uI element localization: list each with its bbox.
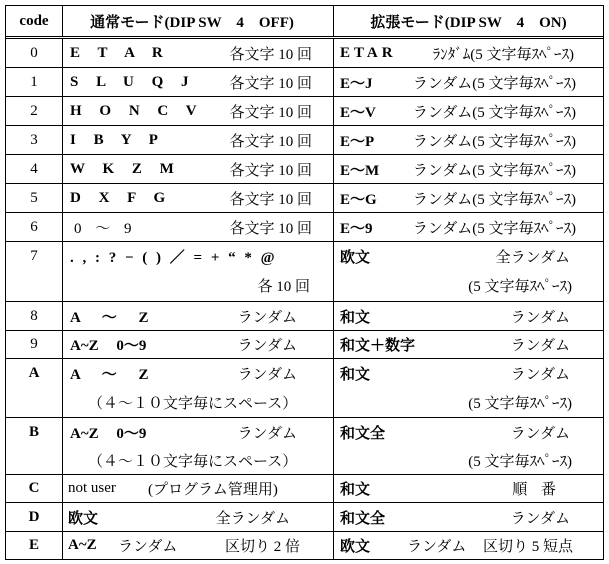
table-row [6,126,603,155]
normal-description: 各文字 10 回 [229,162,312,179]
code-cell [6,68,63,96]
extended-mode-cell [334,184,603,212]
normal-mode-type: ランダム [118,539,178,555]
extended-description: ランダム [510,338,570,354]
code-value: E [28,537,39,553]
normal-mode-cell [63,184,334,212]
normal-pattern: A ～ Z [70,367,149,383]
table-row [6,155,603,184]
extended-pattern: E～J [340,75,373,92]
extended-pattern: ETAR [340,44,397,61]
code-cell [6,242,63,301]
normal-description: 区切り 2 倍 [224,539,300,555]
code-value: 2 [30,102,38,119]
code-value: 3 [30,131,38,148]
code-cell [6,359,63,417]
extended-description: 区切り 5 短点 [482,539,573,555]
extended-pattern: 和文 [340,367,371,383]
normal-pattern: 欧文 [68,510,99,527]
extended-description: 順 番 [512,482,556,498]
normal-description: (プログラム管理用) [148,482,278,498]
normal-pattern: . , : ? − ( ) ／ = + “ * @ [70,250,275,266]
extended-pattern: 欧文 [340,539,371,555]
extended-description: ランダム [510,510,570,527]
normal-description: 各 10 回 [257,279,310,295]
normal-description: 各文字 10 回 [229,133,312,150]
mode-table [5,5,604,560]
normal-pattern: H O N C V [70,102,197,119]
extended-pattern: E～M [340,162,380,179]
extended-pattern: E～9 [340,220,373,237]
code-cell [6,97,63,125]
normal-description: 各文字 10 回 [229,104,312,121]
extended-pattern: E～V [340,104,376,121]
code-value: 4 [30,160,38,177]
extended-pattern: 和文＋数字 [340,338,416,354]
header-normal-mode-cell [63,6,334,36]
extended-mode-cell [334,213,603,241]
normal-description: 各文字 10 回 [229,191,312,208]
extended-description: ランダム [510,426,570,442]
extended-mode-cell [334,359,603,417]
normal-mode-cell [63,302,334,330]
extended-description: ランダム(5 文字毎ｽﾍﾟｰｽ) [412,104,576,121]
code-cell [6,475,63,502]
extended-pattern: 欧文 [340,250,371,266]
code-cell [6,213,63,241]
normal-mode-cell [63,97,334,125]
extended-description: 全ランダム [495,250,570,266]
extended-description: ランダム [510,309,570,326]
code-cell [6,302,63,330]
normal-description: ランダム [237,367,297,383]
table-row [6,184,603,213]
normal-mode-cell [63,155,334,183]
normal-description: ランダム [237,426,297,442]
extended-description: ランダム(5 文字毎ｽﾍﾟｰｽ) [412,75,576,92]
normal-description: ランダム [237,338,297,354]
table-row [6,39,603,68]
extended-description: ランダム(5 文字毎ｽﾍﾟｰｽ) [412,162,576,179]
code-cell [6,155,63,183]
table-row [6,359,603,418]
normal-pattern: E T A R [70,44,163,61]
extended-description-sub: (5 文字毎ｽﾍﾟｰｽ) [468,396,572,412]
header-code-label: code [19,12,49,29]
extended-mode-cell [334,418,603,474]
extended-mode-cell [334,39,603,67]
extended-mode-cell [334,331,603,358]
code-value: C [28,480,40,496]
normal-pattern: A~Z 0～9 [70,426,147,442]
extended-description: ランダム(5 文字毎ｽﾍﾟｰｽ) [412,133,576,150]
header-normal-mode-label: 通常モード(DIP SW 4 OFF) [90,14,294,31]
header-extended-mode-cell [334,6,603,36]
code-value: 1 [30,73,38,90]
table-row [6,331,603,359]
normal-pattern: W K Z M [70,160,174,177]
normal-mode-cell [63,242,334,301]
extended-mode-type: ランダム [407,539,467,555]
header-code-cell [6,6,63,36]
code-value: A [28,365,40,381]
normal-description: ランダム [237,309,297,326]
normal-mode-cell [63,359,334,417]
code-value: D [28,508,40,525]
code-value: B [28,424,39,440]
code-cell [6,418,63,474]
code-value: 6 [30,218,38,235]
table-row [6,68,603,97]
code-value: 8 [30,307,38,324]
code-value: 5 [30,189,38,206]
code-value: 9 [30,336,38,352]
normal-mode-cell [63,126,334,154]
normal-pattern: S L U Q J [70,73,189,90]
table-row [6,242,603,302]
normal-description: 各文字 10 回 [229,75,312,92]
normal-description: 各文字 10 回 [229,46,312,63]
normal-pattern: not user [68,480,116,496]
extended-description: ランダム(5 文字毎ｽﾍﾟｰｽ) [412,220,576,237]
normal-mode-cell [63,475,334,502]
extended-description-sub: (5 文字毎ｽﾍﾟｰｽ) [468,453,572,470]
extended-description: ランダム [510,367,570,383]
normal-mode-cell [63,418,334,474]
header-row [6,6,603,39]
normal-pattern: A ～ Z [70,309,149,326]
extended-pattern: 和文全 [340,426,386,442]
normal-mode-cell [63,331,334,358]
extended-mode-cell [334,242,603,301]
code-value: 0 [30,44,38,61]
code-cell [6,503,63,531]
code-value: 7 [30,248,38,264]
normal-mode-cell [63,39,334,67]
extended-mode-cell [334,97,603,125]
code-cell [6,184,63,212]
normal-mode-cell [63,68,334,96]
extended-mode-cell [334,532,603,559]
extended-description: ﾗﾝﾀﾞﾑ(5 文字毎ｽﾍﾟｰｽ) [432,46,574,63]
normal-description: 全ランダム [215,510,290,527]
code-cell [6,39,63,67]
table-row [6,532,603,559]
table-row [6,302,603,331]
extended-pattern: 和文 [340,309,371,326]
code-cell [6,532,63,559]
extended-mode-cell [334,475,603,502]
normal-description-sub: （４～１０文字毎にスペース） [88,396,298,412]
extended-mode-cell [334,68,603,96]
table-row [6,503,603,532]
extended-mode-cell [334,302,603,330]
extended-pattern: 和文 [340,482,371,498]
table-row [6,475,603,503]
extended-description-sub: (5 文字毎ｽﾍﾟｰｽ) [468,279,572,295]
code-cell [6,126,63,154]
normal-pattern: A~Z 0～9 [70,338,147,354]
normal-mode-cell [63,503,334,531]
normal-pattern: A~Z [68,537,97,553]
header-extended-mode-label: 拡張モード(DIP SW 4 ON) [370,14,567,31]
extended-mode-cell [334,503,603,531]
normal-pattern: D X F G [70,189,166,206]
normal-description: 各文字 10 回 [229,220,312,237]
normal-pattern: I B Y P [70,131,158,148]
normal-mode-cell [63,213,334,241]
table-row [6,97,603,126]
normal-pattern: 0 ～ 9 [74,220,132,237]
extended-description: ランダム(5 文字毎ｽﾍﾟｰｽ) [412,191,576,208]
code-cell [6,331,63,358]
normal-description-sub: （４～１０文字毎にスペース） [88,453,298,470]
extended-mode-cell [334,126,603,154]
extended-pattern: E～G [340,191,377,208]
extended-mode-cell [334,155,603,183]
normal-mode-cell [63,532,334,559]
extended-pattern: E～P [340,133,375,150]
table-row [6,418,603,475]
table-row [6,213,603,242]
extended-pattern: 和文全 [340,510,386,527]
